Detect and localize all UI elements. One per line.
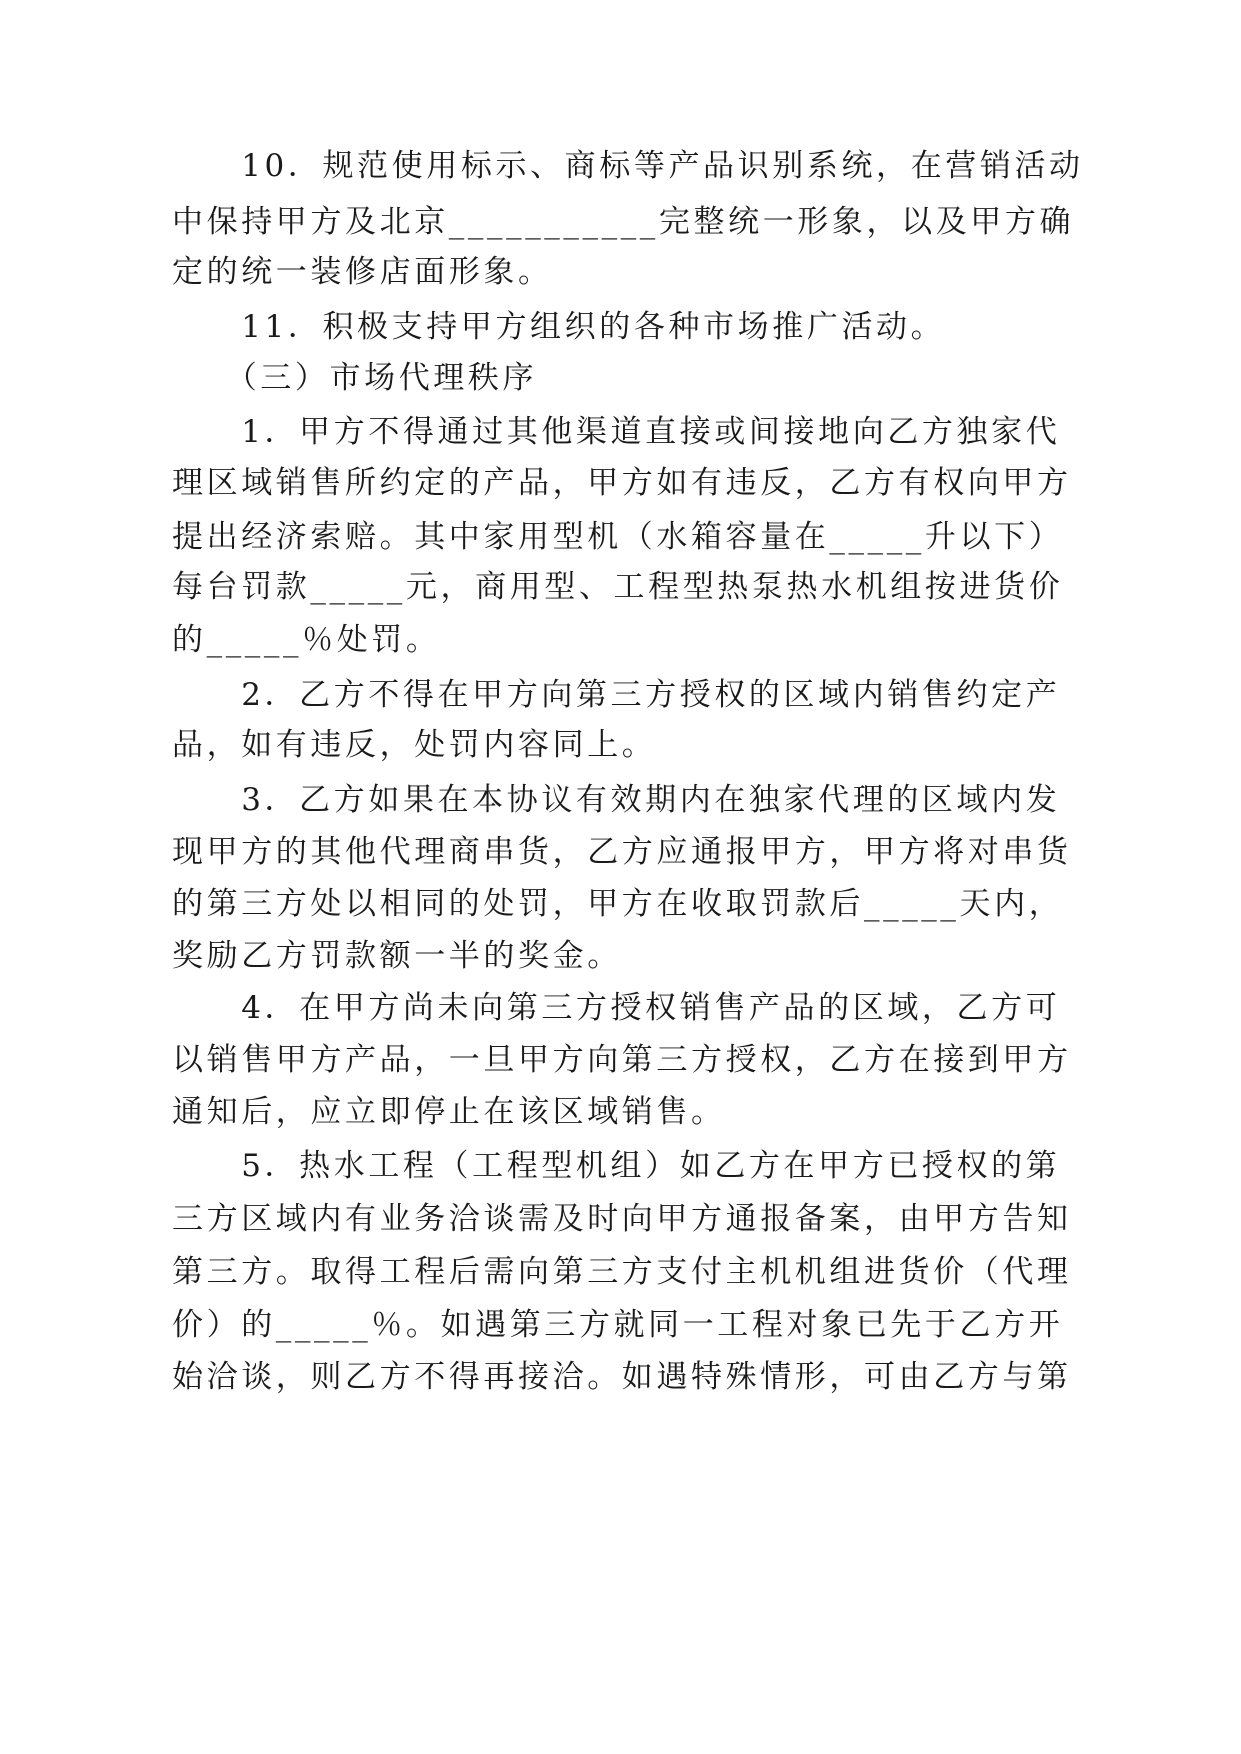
text-line: 5．热水工程（工程型机组）如乙方在甲方已授权的第 bbox=[172, 1148, 1061, 1184]
text-line: 2．乙方不得在甲方向第三方授权的区域内销售约定产 bbox=[172, 677, 1061, 713]
text-line: （三）市场代理秩序 bbox=[172, 360, 538, 396]
text-line: 定的统一装修店面形象。 bbox=[172, 254, 553, 290]
text-line: 第三方。取得工程后需向第三方支付主机机组进货价（代理 bbox=[172, 1254, 1072, 1290]
text-line: 的第三方处以相同的处罚，甲方在收取罚款后_____天内， bbox=[172, 886, 1064, 922]
text-line: 1．甲方不得通过其他渠道直接或间接地向乙方独家代 bbox=[172, 414, 1061, 450]
text-line: 的_____％处罚。 bbox=[172, 622, 441, 658]
text-line: 奖励乙方罚款额一半的奖金。 bbox=[172, 938, 622, 974]
text-line: 理区域销售所约定的产品，甲方如有违反，乙方有权向甲方 bbox=[172, 465, 1072, 501]
text-line: 现甲方的其他代理商串货，乙方应通报甲方，甲方将对串货 bbox=[172, 834, 1072, 870]
text-line: 价）的_____％。如遇第三方就同一工程对象已先于乙方开 bbox=[172, 1307, 1064, 1343]
text-line: 三方区域内有业务洽谈需及时向甲方通报备案，由甲方告知 bbox=[172, 1201, 1072, 1237]
text-line: 中保持甲方及北京___________完整统一形象，以及甲方确 bbox=[172, 204, 1075, 240]
text-line: 10．规范使用标示、商标等产品识别系统，在营销活动 bbox=[172, 148, 1084, 184]
text-line: 4．在甲方尚未向第三方授权销售产品的区域，乙方可 bbox=[172, 990, 1061, 1026]
text-line: 11．积极支持甲方组织的各种市场推广活动。 bbox=[172, 309, 946, 345]
text-line: 提出经济索赔。其中家用型机（水箱容量在_____升以下） bbox=[172, 519, 1064, 555]
text-line: 以销售甲方产品，一旦甲方向第三方授权，乙方在接到甲方 bbox=[172, 1042, 1072, 1078]
text-line: 品，如有违反，处罚内容同上。 bbox=[172, 727, 657, 763]
text-line: 始洽谈，则乙方不得再接洽。如遇特殊情形，可由乙方与第 bbox=[172, 1359, 1072, 1395]
text-line: 通知后，应立即停止在该区域销售。 bbox=[172, 1094, 726, 1130]
text-line: 每台罚款_____元，商用型、工程型热泵热水机组按进货价 bbox=[172, 569, 1064, 605]
text-line: 3．乙方如果在本协议有效期内在独家代理的区域内发 bbox=[172, 782, 1061, 818]
